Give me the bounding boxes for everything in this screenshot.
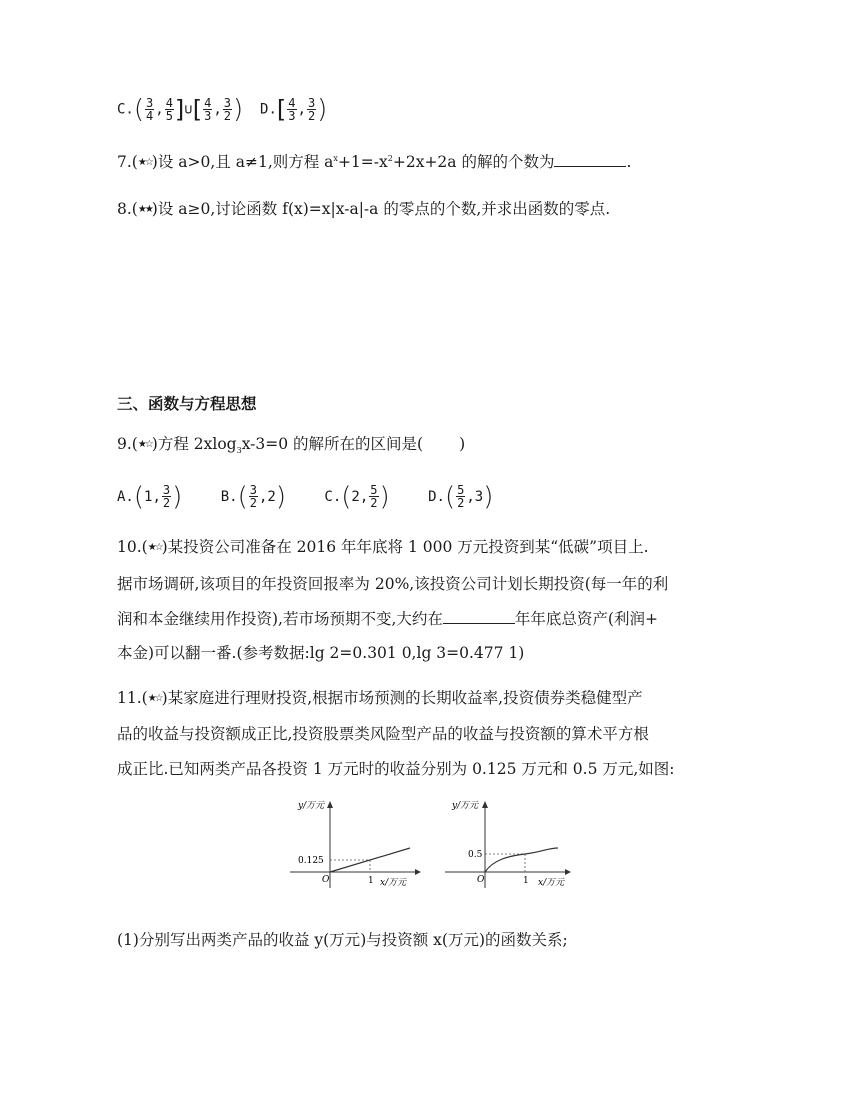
x-tick-label: 1: [523, 876, 529, 886]
fraction: $\frac{5}{2}$: [457, 483, 465, 510]
q9-options: [117, 481, 523, 512]
question-number: 10.: [117, 538, 142, 556]
question-number: 7.: [117, 153, 132, 172]
difficulty-star-icon: ★☆: [137, 157, 152, 169]
question-number: 8.: [117, 200, 132, 218]
difficulty-star-icon: ★☆: [147, 693, 162, 704]
fraction: $\frac{5}{2}$: [370, 483, 378, 510]
question-10-line-1: 10.(★☆)某投资公司准备在 2016 年年底将 1 000 万元投资到某“低碳”项目上.: [117, 536, 649, 559]
x-tick-label: 1: [368, 876, 374, 886]
section-heading: 三、函数与方程思想: [117, 395, 257, 413]
question-8: 8.(★★)设 a≥0,讨论函数 f(x)=x|x-a|-a 的零点的个数,并求出函数的零点.: [117, 198, 610, 221]
answer-blank[interactable]: [554, 152, 626, 167]
question-11-line-1: 11.(★☆)某家庭进行理财投资,根据市场预测的长期收益率,投资债券类稳健型产: [117, 687, 643, 710]
union-symbol: ∪: [184, 101, 193, 118]
option-b[interactable]: B.( $\frac{3}{2}$ ,2): [220, 481, 286, 512]
fraction: $\frac{4}{5}$: [165, 96, 173, 123]
option-a[interactable]: A.(1, $\frac{3}{2}$ ): [117, 481, 183, 512]
fraction: $\frac{3}{2}$: [249, 483, 257, 510]
origin-label: O: [322, 875, 330, 885]
fraction: $\frac{3}{2}$: [162, 483, 171, 510]
y-tick-label: 0.125: [298, 856, 324, 866]
origin-label: O: [477, 875, 485, 885]
fraction: $\frac{4}{3}$: [204, 96, 212, 123]
y-axis-label: y/万元: [298, 801, 325, 811]
question-11-line-3: 成正比.已知两类产品各投资 1 万元时的收益分别为 0.125 万元和 0.5 万元,如图:: [117, 760, 675, 778]
question-10-line-2: 据市场调研,该项目的年投资回报率为 20%,该投资公司计划长期投资(每一年的利: [117, 575, 669, 593]
answer-blank[interactable]: [443, 609, 515, 624]
question-7: 7.(★☆)设 a>0,且 a≠1,则方程 $a^x+1=-x^2+2x+2a$ 的解的个数为 .: [117, 148, 631, 174]
fraction: $\frac{3}{4}$: [146, 96, 154, 123]
fraction: $\frac{3}{2}$: [307, 96, 316, 123]
fraction: $\frac{3}{2}$: [223, 96, 232, 123]
option-c[interactable]: C.(2, $\frac{5}{2}$ ): [324, 481, 390, 512]
q6-options-cd: C.( $\frac{3}{4}$ , $\frac{4}{5}$ ]∪[ $\frac{4}{3}$ , $\frac{3}{2}$ ) D.[ $\frac{4}{3}$ , $\frac{3}{2}$ ): [117, 94, 328, 125]
graph-stock-sqrt: [445, 800, 571, 888]
q6-option-c-label: C.: [117, 101, 134, 118]
y-axis-label: y/万元: [452, 801, 479, 811]
difficulty-star-icon: ★☆: [147, 542, 162, 553]
question-9: 9.(★☆)方程 2xlog$_3$x-3=0 的解所在的区间是( ): [117, 435, 466, 456]
question-number: 11.: [117, 689, 142, 707]
fraction: $\frac{4}{3}$: [288, 96, 296, 123]
difficulty-star-icon: ★☆: [137, 439, 152, 450]
y-tick-label: 0.5: [468, 850, 483, 860]
difficulty-star-icon: ★★: [137, 204, 152, 215]
question-10-line-3: 润和本金继续用作投资),若市场预期不变,大约在 年年底总资产(利润+: [117, 610, 658, 628]
option-d[interactable]: D.( $\frac{5}{2}$ ,3): [428, 481, 494, 512]
graph-bond-linear: [290, 800, 421, 888]
graphs-figure: [280, 796, 580, 896]
question-10-line-4: 本金)可以翻一番.(参考数据:lg 2=0.301 0,lg 3=0.477 1): [117, 644, 525, 662]
sqrt-curve: [485, 848, 558, 872]
question-number: 9.: [117, 435, 132, 453]
x-axis-label: x/万元: [538, 878, 565, 888]
question-11-part-1: (1)分别写出两类产品的收益 y(万元)与投资额 x(万元)的函数关系;: [117, 931, 568, 949]
x-axis-label: x/万元: [380, 878, 407, 888]
question-11-line-2: 品的收益与投资额成正比,投资股票类风险型产品的收益与投资额的算术平方根: [117, 725, 649, 743]
q6-option-d-label: D.: [260, 101, 277, 118]
